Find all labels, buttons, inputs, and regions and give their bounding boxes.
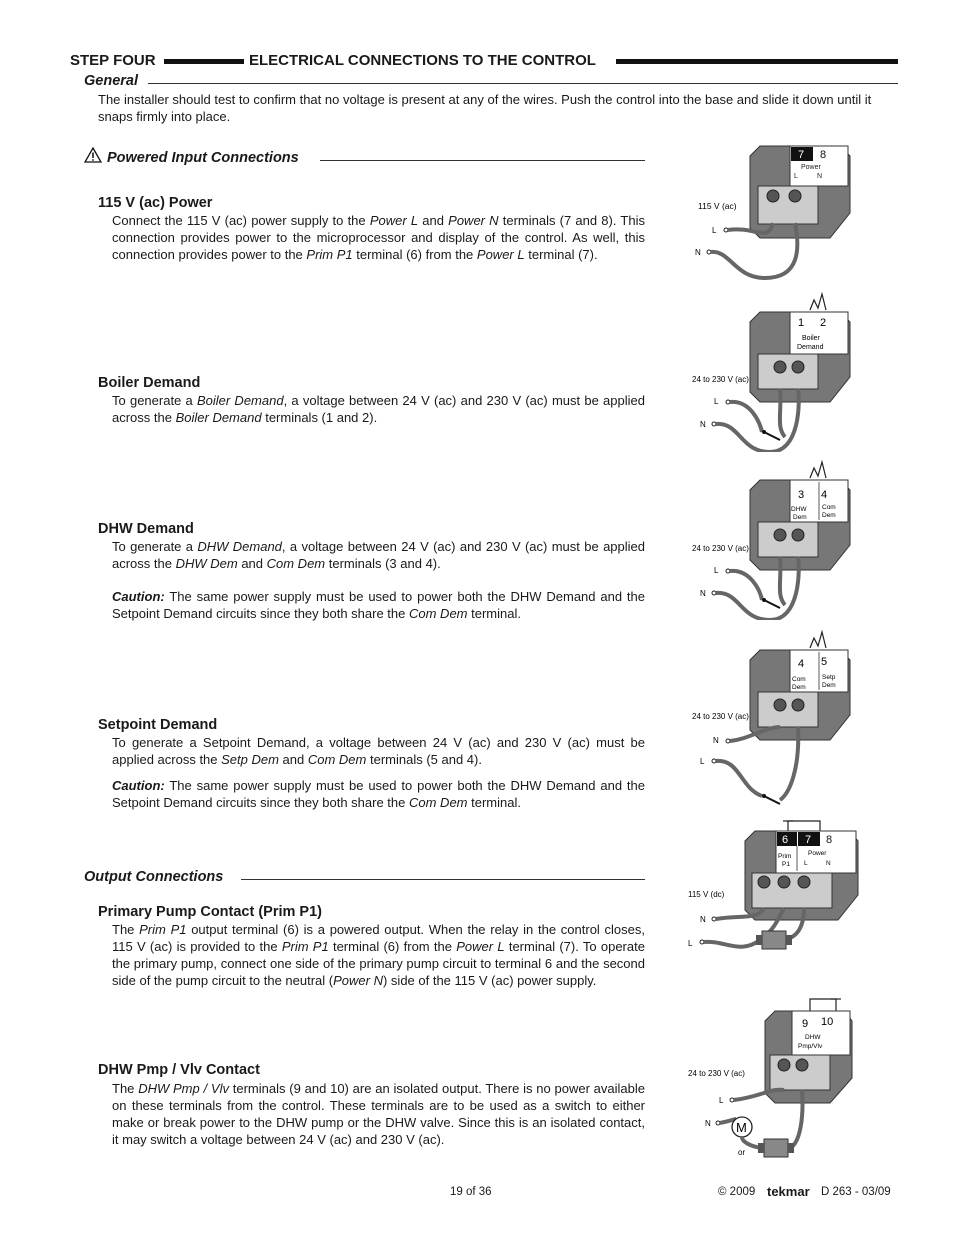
general-text: The installer should test to confirm that no voltage is present at any of the wires. Push the control into the base and slide it down until it snaps firmly into place.: [98, 92, 872, 124]
svg-text:2: 2: [820, 317, 827, 329]
page-number: 19 of 36: [450, 1186, 492, 1198]
setpoint-demand-diagram: [680, 628, 870, 818]
svg-text:9: 9: [802, 1018, 809, 1030]
svg-text:3: 3: [798, 489, 805, 501]
power115-title: 115 V (ac) Power: [98, 195, 213, 211]
prim-title: Primary Pump Contact (Prim P1): [98, 904, 322, 920]
dhwpmp-title: DHW Pmp / Vlv Contact: [98, 1062, 260, 1078]
setpoint-caution: Caution: The same power supply must be used to power both the DHW Demand and the Setpoint Demand circuits since they both share the Com Dem terminal.: [112, 778, 645, 810]
powered-input-heading: Powered Input Connections: [107, 150, 299, 166]
svg-text:Setp: Setp: [822, 674, 836, 681]
svg-text:24 to 230 V (ac): 24 to 230 V (ac): [692, 375, 749, 384]
svg-text:M: M: [736, 1120, 747, 1135]
powered-input-rule: [320, 160, 645, 161]
svg-text:L: L: [712, 226, 717, 235]
svg-text:7: 7: [805, 834, 812, 846]
copyright: © 2009: [718, 1186, 756, 1198]
svg-text:24 to 230 V (ac): 24 to 230 V (ac): [692, 712, 749, 721]
svg-text:DHW: DHW: [805, 1034, 821, 1041]
power115-text: Connect the 115 V (ac) power supply to the Power L and Power N terminals (7 and 8). This connection provides power to the microprocessor and display of the control. As well, this connection provides power to the Prim P1 terminal (6) from the Power L terminal (7).: [112, 213, 645, 262]
header-bar-right: [616, 59, 898, 64]
dhw-pump-valve-diagram: [680, 993, 870, 1163]
svg-text:L: L: [688, 939, 693, 948]
svg-text:N: N: [700, 420, 706, 429]
svg-text:L: L: [714, 397, 719, 406]
terminal-screw: [789, 190, 801, 202]
warning-triangle-icon: [84, 147, 102, 168]
svg-text:Power: Power: [808, 850, 827, 857]
output-heading: Output Connections: [84, 869, 224, 885]
svg-text:N: N: [713, 736, 719, 745]
prim-pump-diagram: [680, 815, 870, 975]
svg-text:8: 8: [826, 834, 833, 846]
svg-text:Power: Power: [801, 164, 821, 171]
setpoint-title: Setpoint Demand: [98, 717, 218, 733]
svg-text:115 V (dc): 115 V (dc): [688, 890, 725, 899]
svg-text:N: N: [817, 173, 823, 180]
svg-text:or: or: [738, 1148, 746, 1157]
svg-text:6: 6: [782, 834, 789, 846]
switch-icon: [764, 796, 780, 804]
svg-text:L: L: [714, 566, 719, 575]
svg-text:4: 4: [821, 489, 828, 501]
boiler-title: Boiler Demand: [98, 375, 201, 391]
svg-text:Dem: Dem: [792, 684, 806, 691]
prim-text: The Prim P1 output terminal (6) is a powered output. When the relay in the control closes, 115 V (ac) is provided to the Prim P1 terminal (6) from the Power L terminal (7). To operate the primary pump, connect one side of the primary pump circuit to terminal 6 and the second side of the pump circuit to the neutral (Power N) side of the 115 V (ac) power supply.: [112, 922, 645, 988]
boiler-demand-diagram: [680, 292, 870, 452]
header-bar-left: [164, 59, 244, 64]
svg-text:Prim: Prim: [778, 853, 792, 860]
general-heading: General: [84, 73, 138, 89]
svg-text:DHW: DHW: [791, 506, 807, 513]
terminal-screw: [767, 190, 779, 202]
step-label: STEP FOUR: [70, 52, 156, 69]
svg-text:8: 8: [820, 149, 827, 161]
dhw-demand-diagram: [680, 460, 870, 620]
pump-icon: [762, 931, 786, 949]
svg-text:Com: Com: [792, 676, 806, 683]
svg-text:Pmp/Vlv: Pmp/Vlv: [798, 1043, 823, 1050]
svg-text:115 V (ac): 115 V (ac): [698, 201, 737, 211]
svg-text:L: L: [719, 1096, 724, 1105]
dhw-caution: Caution: The same power supply must be used to power both the DHW Demand and the Setpoint Demand circuits since they both share the Com Dem terminal.: [112, 589, 645, 621]
switch-icon: [764, 600, 780, 608]
power-wiring-diagram: [680, 138, 870, 298]
dhw-text: To generate a DHW Demand, a voltage between 24 V (ac) and 230 V (ac) must be applied across the DHW Dem and Com Dem terminals (3 and 4).: [112, 539, 645, 571]
document-id: D 263 - 03/09: [821, 1186, 891, 1198]
svg-text:4: 4: [798, 658, 805, 670]
svg-text:N: N: [695, 248, 701, 257]
svg-text:Demand: Demand: [797, 344, 824, 351]
svg-text:L: L: [794, 173, 798, 180]
switch-icon: [764, 432, 780, 440]
page-title: ELECTRICAL CONNECTIONS TO THE CONTROL: [249, 52, 596, 69]
svg-text:Dem: Dem: [822, 682, 836, 689]
svg-text:7: 7: [798, 149, 805, 161]
svg-text:5: 5: [821, 656, 828, 668]
general-rule: [148, 83, 898, 84]
dhwpmp-text: The DHW Pmp / Vlv terminals (9 and 10) are an isolated output. There is no power available on these terminals from the control. These terminals are to be used as a switch to either make or break power to the DHW pump or the DHW valve. Since this is an isolated contact, it may switch a voltage between 24 V (ac) and 230 V (ac).: [112, 1081, 645, 1147]
svg-text:N: N: [700, 915, 706, 924]
svg-text:N: N: [826, 860, 831, 867]
svg-text:P1: P1: [782, 861, 790, 868]
setpoint-text: To generate a Setpoint Demand, a voltage between 24 V (ac) and 230 V (ac) must be applied across the Setp Dem and Com Dem terminals (5 and 4).: [112, 735, 645, 767]
brand-logo: tekmar: [767, 1184, 810, 1199]
svg-text:L: L: [700, 757, 705, 766]
boiler-text: To generate a Boiler Demand, a voltage between 24 V (ac) and 230 V (ac) must be applied across the Boiler Demand terminals (1 and 2).: [112, 393, 645, 425]
svg-text:Dem: Dem: [822, 512, 836, 519]
pump-icon: [764, 1139, 788, 1157]
svg-text:24 to 230 V (ac): 24 to 230 V (ac): [692, 544, 749, 553]
svg-text:24 to 230 V (ac): 24 to 230 V (ac): [688, 1069, 745, 1078]
svg-text:Boiler: Boiler: [802, 335, 820, 342]
output-rule: [241, 879, 645, 880]
svg-text:N: N: [705, 1119, 711, 1128]
svg-text:Dem: Dem: [793, 514, 807, 521]
svg-text:L: L: [804, 860, 808, 867]
svg-text:N: N: [700, 589, 706, 598]
svg-text:1: 1: [798, 317, 805, 329]
svg-text:10: 10: [821, 1016, 834, 1028]
dhw-title: DHW Demand: [98, 521, 194, 537]
svg-text:Com: Com: [822, 504, 836, 511]
